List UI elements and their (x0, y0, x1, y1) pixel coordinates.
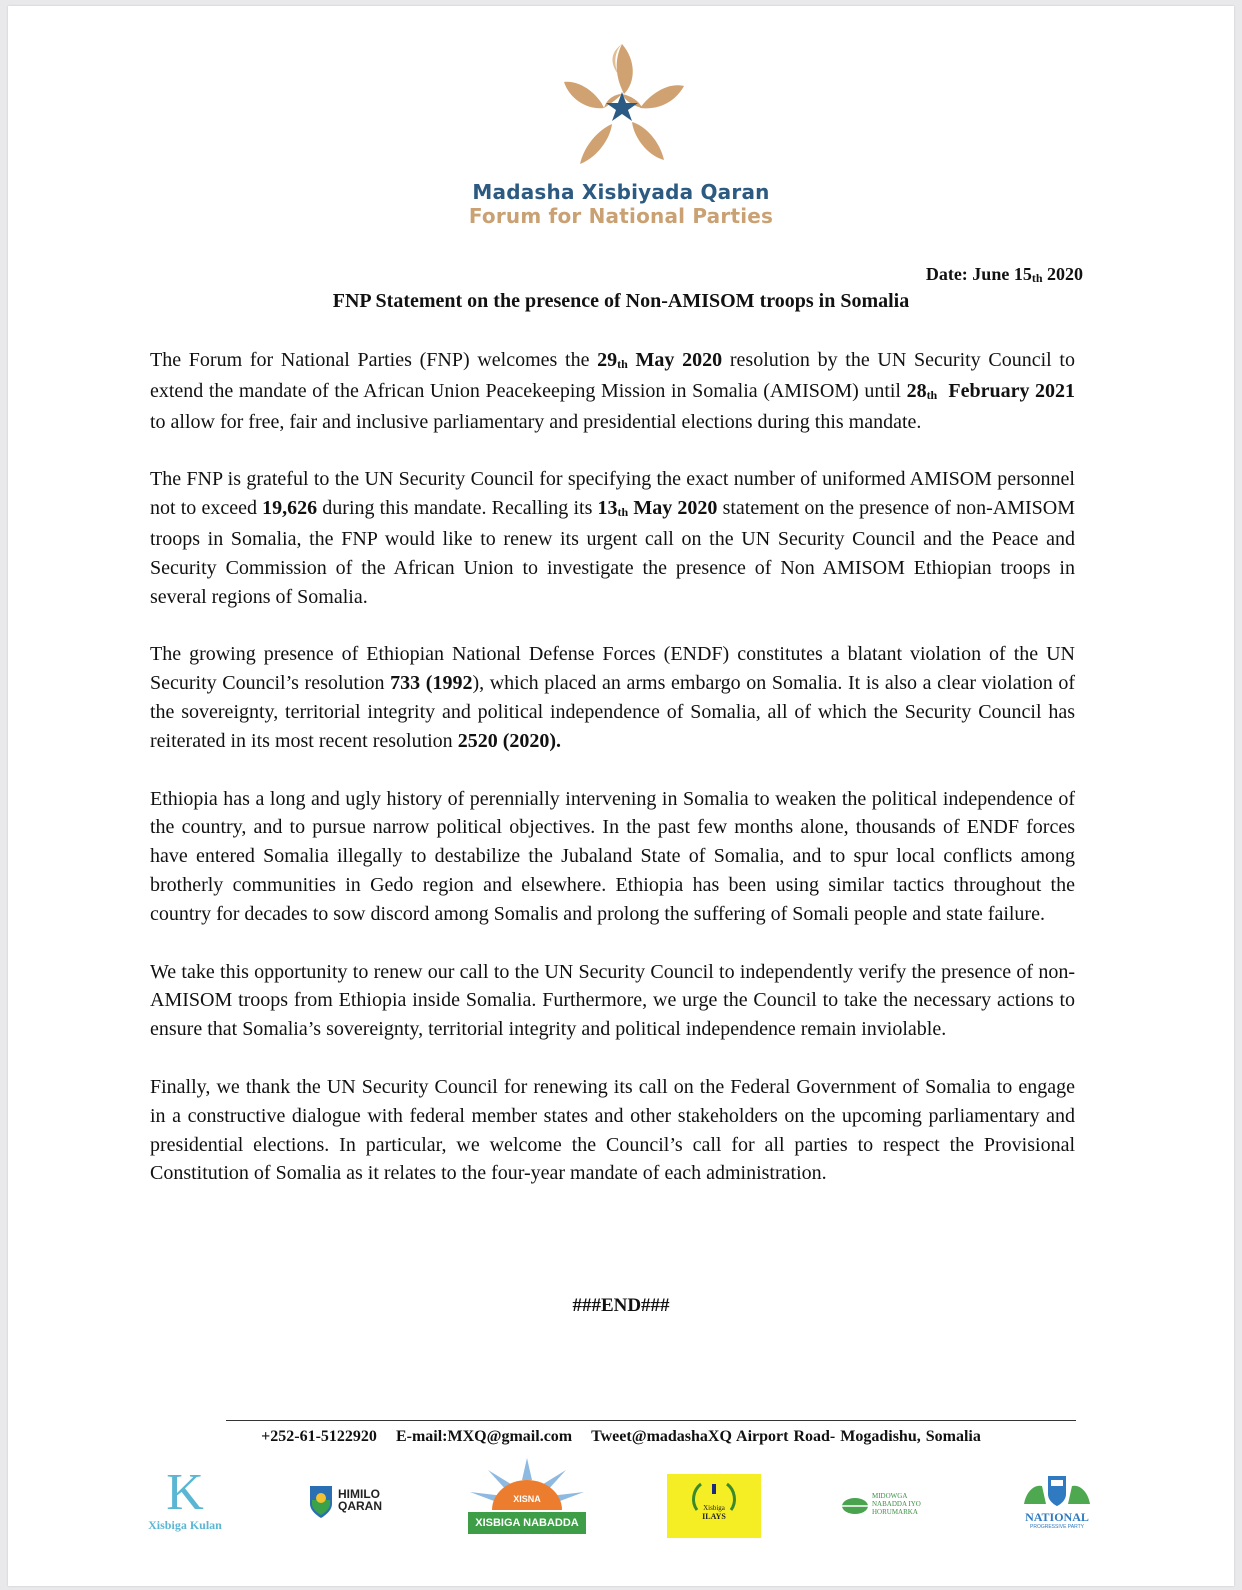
text-run: The Forum for National Parties (FNP) welcomes the (150, 349, 598, 371)
date-year: 2020 (1047, 264, 1083, 284)
text-run: 19,626 (262, 497, 318, 520)
text-run: May 2020 (627, 349, 723, 371)
midowga-text-2: NABADDA IYO (872, 1500, 921, 1508)
statement-body (150, 346, 1075, 1217)
footer-tweet-address: Tweet@madashaXQ Airport Road- Mogadishu, Somalia (591, 1428, 981, 1445)
end-marker: ###END### (572, 1295, 670, 1316)
national-progressive-logo (1020, 1474, 1094, 1534)
paragraph-2 (150, 465, 1075, 611)
text-run: February 2021 (937, 379, 1076, 402)
text-run: 2520 (2020). (457, 729, 562, 752)
footer-email: E-mail:MXQ@gmail.com (395, 1428, 573, 1445)
blue-star-icon (606, 92, 638, 121)
xisna-text: XISNA (513, 1494, 541, 1504)
midowga-leaf-icon (840, 1494, 870, 1518)
footer-divider (226, 1420, 1076, 1421)
text-run: 733 (1992 (390, 672, 473, 695)
statement-date (926, 264, 1083, 285)
paragraph-1 (150, 346, 1075, 436)
text-run: 29 (597, 349, 618, 371)
text-run: resolution by the UN Security Council to extend the mandate of the African Union Peacekeeping Mission in Somalia (AMISOM) until (150, 349, 1075, 402)
text-run: The FNP is grateful to the UN Security Council for specifying the exact number of uniformed AMISOM personnel not to exceed (150, 468, 1075, 520)
himilo-shield-icon (308, 1484, 334, 1520)
ordinal: th (926, 387, 938, 402)
star-flower-logo (556, 42, 688, 168)
footer-phone: +252-61-5122920 (261, 1428, 377, 1445)
paragraph-5: We take this opportunity to renew our call to the UN Security Council to independently verify the presence of non-AMISOM troops from Ethiopia inside Somalia. Furthermore, we urge the Council to take the necessary actions to ensure that Somalia’s sovereignty, territorial integrity and political independence remain inviolable. (150, 960, 1075, 1041)
national-text-2: PROGRESSIVE PARTY (1030, 1524, 1084, 1530)
ilays-text-1: Xisbiga (703, 1504, 725, 1512)
text-run: The growing presence of Ethiopian National Defense Forces (ENDF) constitutes a blatant violation of the UN Security Council’s resolution (150, 643, 1075, 695)
ordinal: th (617, 357, 628, 371)
ilays-logo (667, 1474, 761, 1538)
xisbiga-nabadda-logo (468, 1458, 586, 1538)
midowga-text-3: HORUMARKA (872, 1508, 918, 1516)
ilays-text-2: ILAYS (702, 1512, 726, 1521)
himilo-text-1: HIMILO (338, 1487, 380, 1501)
text-run: statement on the presence of non-AMISOM troops in Somalia, the FNP would like to renew its urgent call on the UN Security Council and the Peace and Security Commission of the African Union to investigate the presence of Non AMISOM Ethiopian troops in several regions of Somalia. (150, 497, 1075, 608)
midowga-text-1: MIDOWGA (872, 1492, 908, 1500)
paragraph-6: Finally, we thank the UN Security Council for renewing its call on the Federal Government of Somalia to engage in a constructive dialogue with federal member states and other stakeholders on the upcoming parliamentary and presidential elections. In particular, we welcome the Council’s call for all parties to respect the Provisional Constitution of Somalia as it relates to the four-year mandate of each administration. (150, 1075, 1075, 1185)
statement-title: FNP Statement on the presence of Non-AMISOM troops in Somalia (332, 290, 910, 312)
text-run: 28 (906, 379, 927, 402)
text-run: to allow for free, fair and inclusive parliamentary and presidential elections during this mandate. (150, 410, 922, 433)
paragraph-3 (150, 640, 1075, 755)
ordinal: th (617, 505, 629, 520)
crest-icon (1020, 1474, 1094, 1510)
text-run: ), which placed an arms embargo on Somalia. It is also a clear violation of the sovereignty, territorial integrity and political independence of Somalia, all of which the Security Council has reiterated in its most recent resolution (150, 672, 1075, 752)
midowga-logo (840, 1490, 940, 1526)
kulan-text: Xisbiga Kulan (148, 1518, 222, 1532)
org-name-somali: Madasha Xisbiyada Qaran (472, 180, 770, 204)
kulan-letter: K (166, 1464, 204, 1521)
org-name-english: Forum for National Parties (468, 204, 774, 228)
date-ordinal: th (1031, 271, 1043, 285)
text-run: 13 (597, 497, 618, 520)
footer-contact (8, 1428, 1234, 1446)
national-text-1: NATIONAL (1025, 1510, 1089, 1524)
text-run: during this mandate. Recalling its (317, 497, 598, 520)
himilo-text-2: QARAN (338, 1499, 382, 1513)
document-page (8, 6, 1234, 1586)
xisbiga-nabadda-text: XISBIGA NABADDA (468, 1512, 586, 1534)
text-run: May 2020 (628, 497, 718, 520)
paragraph-4: Ethiopia has a long and ugly history of perennially intervening in Somalia to weaken the political independence of the country, and to pursue narrow political objectives. In the past few months alone, thousands of ENDF forces have entered Somalia illegally to destabilize the Jubaland State of Somalia, and to spur local conflicts among brotherly communities in Gedo region and elsewhere. Ethiopia has been using similar tactics throughout the country for decades to sow discord among Somalis and prolong the suffering of Somali people and state failure. (150, 787, 1075, 925)
kulan-logo (140, 1464, 230, 1538)
himilo-qaran-logo (308, 1484, 398, 1524)
date-label: Date: June 15 (925, 264, 1032, 284)
